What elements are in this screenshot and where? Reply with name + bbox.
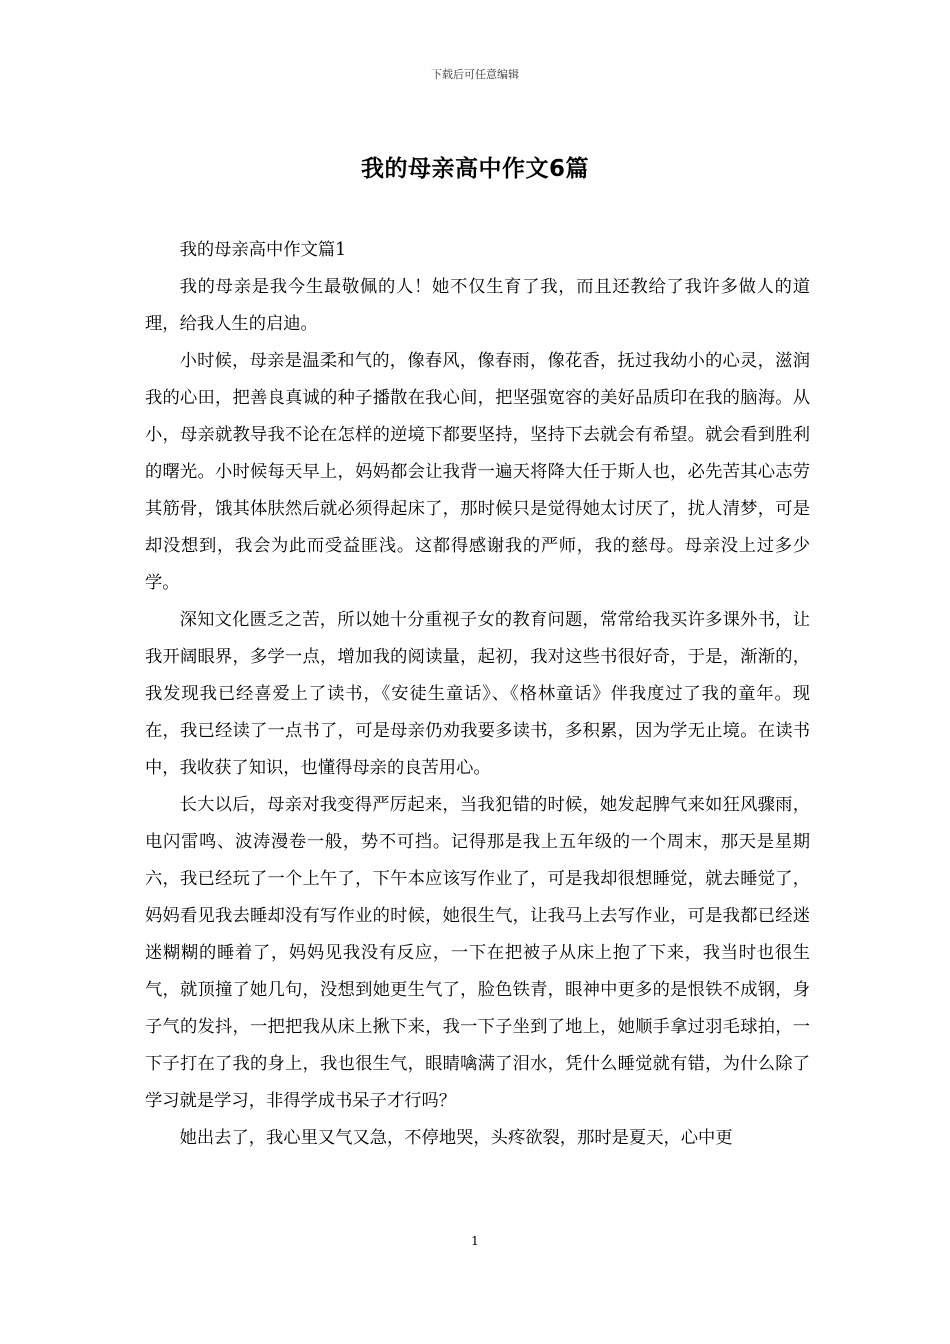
document-body — [145, 232, 810, 1157]
page-number: 1 — [471, 1234, 479, 1248]
paragraph: 深知文化匮乏之苦，所以她十分重视子女的教育问题，常常给我买许多课外书，让我开阔眼界，多学一点，增加我的阅读量，起初，我对这些书很好奇，于是，渐渐的，我发现我已经喜爱上了读书，《安徒生童话》、《格林童话》伴我度过了我的童年。现在，我已经读了一点书了，可是母亲仍劝我要多读书，多积累，因为学无止境。在读书中，我收获了知识，也懂得母亲的良苦用心。 — [145, 610, 810, 778]
paragraph: 长大以后，母亲对我变得严厉起来，当我犯错的时候，她发起脾气来如狂风骤雨，电闪雷鸣、波涛漫卷一般，势不可挡。记得那是我上五年级的一个周末，那天是星期六，我已经玩了一个上午了，下午本应该写作业了，可是我却很想睡觉，就去睡觉了，妈妈看见我去睡却没有写作业的时候，她很生气，让我马上去写作业，可是我都已经迷迷糊糊的睡着了，妈妈见我没有反应，一下在把被子从床上抱了下来，我当时也很生气，就顶撞了她几句，没想到她更生气了，脸色铁青，眼神中更多的是恨铁不成钢，身子气的发抖，一把把我从床上揪下来，我一下子坐到了地上，她顺手拿过羽毛球拍，一下子打在了我的身上，我也很生气，眼睛噙满了泪水，凭什么睡觉就有错，为什么除了学习就是学习，非得学成书呆子才行吗？ — [145, 795, 810, 1111]
page-header: 下载后可任意编辑 — [431, 68, 519, 81]
section-title: 我的母亲高中作文篇1 — [179, 240, 347, 260]
paragraph: 我的母亲是我今生最敬佩的人！她不仅生育了我，而且还教给了我许多做人的道理，给我人生的启迪。 — [145, 277, 810, 334]
paragraph: 她出去了，我心里又气又急，不停地哭，头疼欲裂，那时是夏天，心中更 — [179, 1128, 733, 1148]
paragraph: 小时候，母亲是温柔和气的，像春风，像春雨，像花香，抚过我幼小的心灵，滋润我的心田，把善良真诚的种子播散在我心间，把坚强宽容的美好品质印在我的脑海。从小，母亲就教导我不论在怎样的逆境下都要坚持，坚持下去就会有希望。就会看到胜利的曙光。小时候每天早上，妈妈都会让我背一遍天将降大任于斯人也，必先苦其心志劳其筋骨，饿其体肤然后就必须得起床了，那时候只是觉得她太讨厌了，扰人清梦，可是却没想到，我会为此而受益匪浅。这都得感谢我的严师，我的慈母。母亲没上过多少学。 — [145, 351, 810, 593]
document-title: 我的母亲高中作文6篇 — [360, 156, 589, 182]
